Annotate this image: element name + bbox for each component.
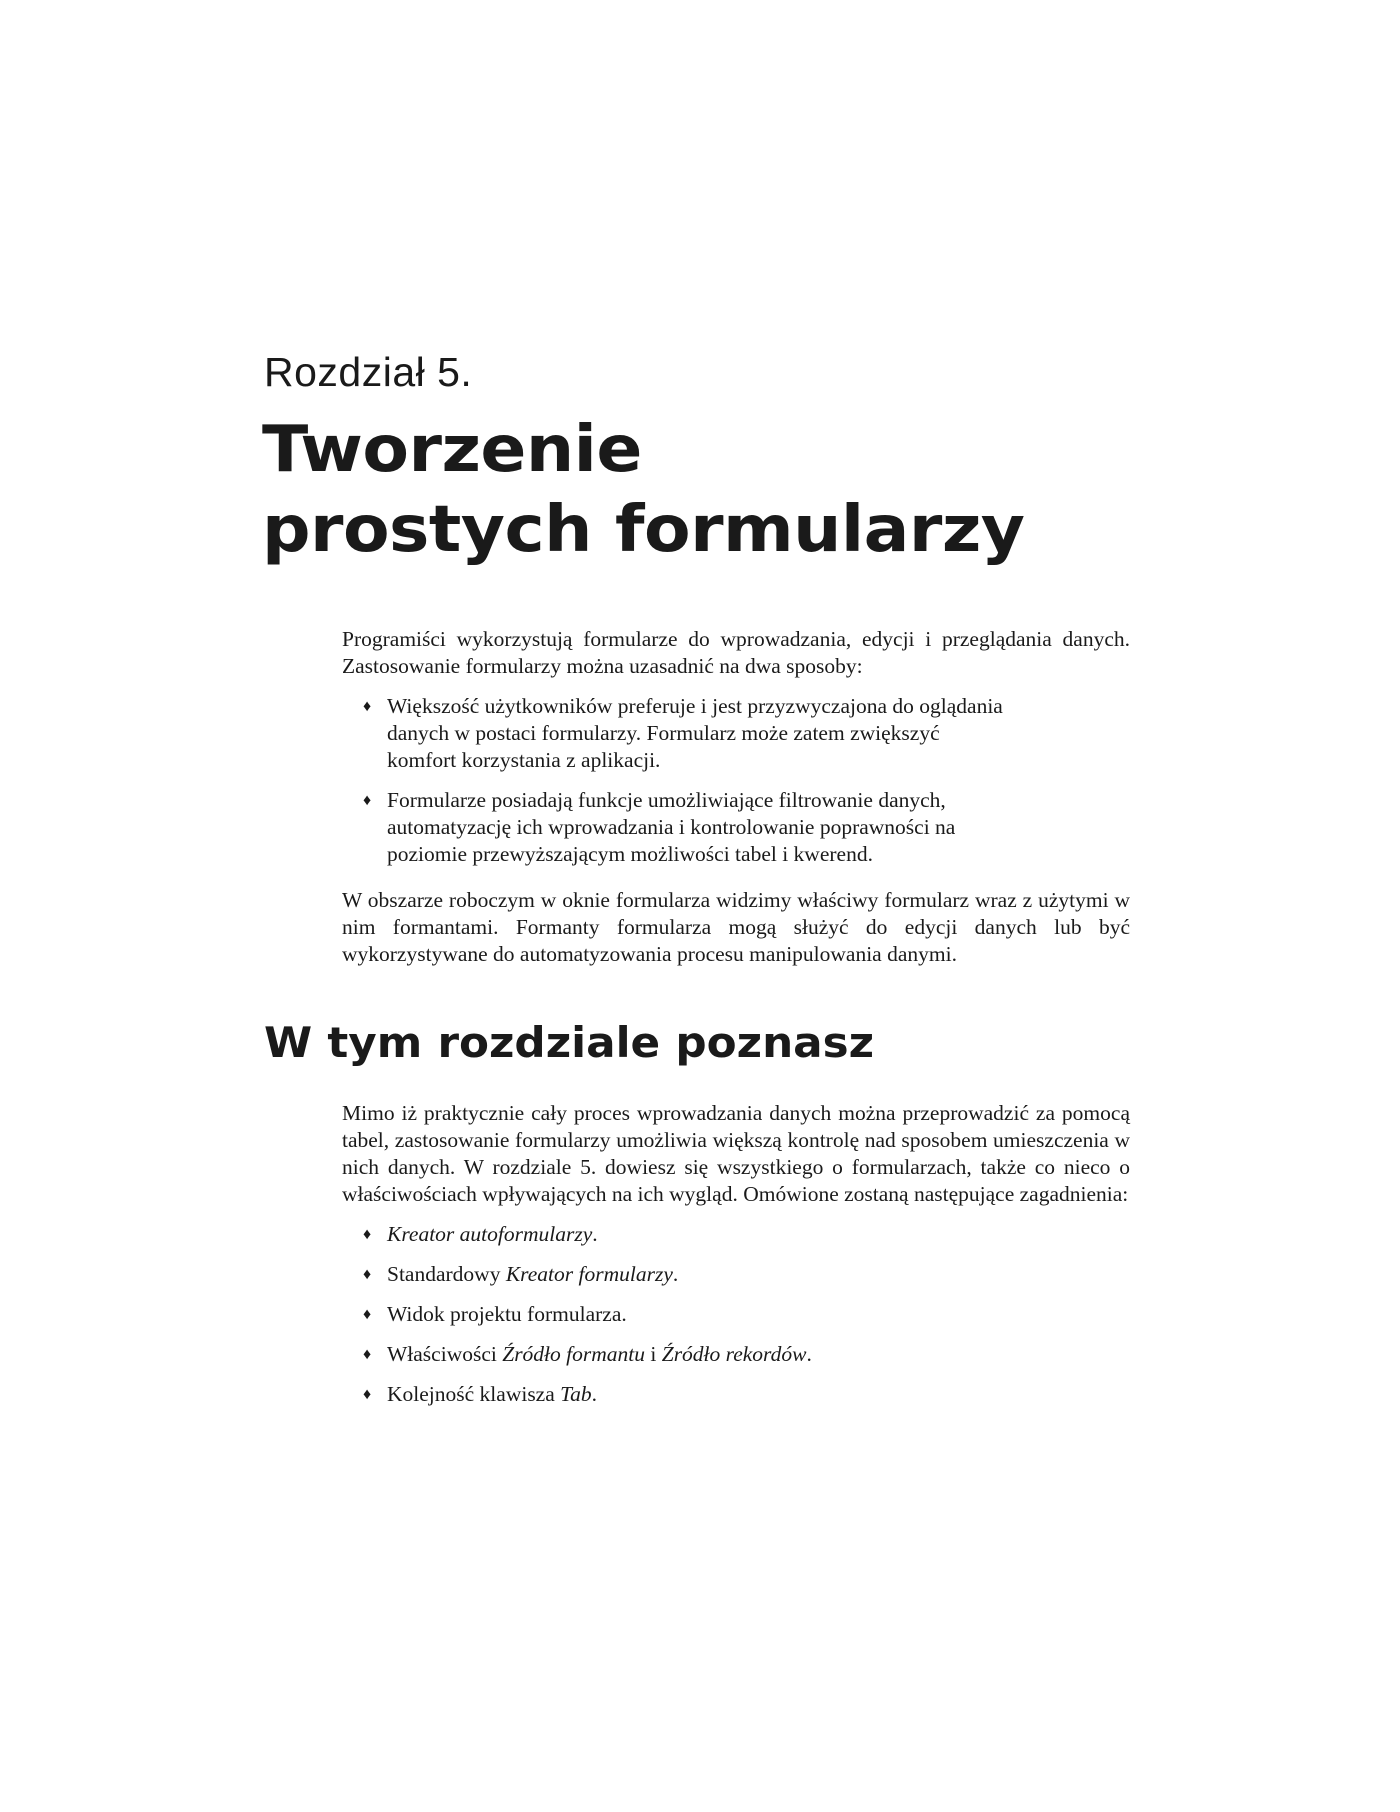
chapter-title [262,410,1024,570]
list-item-text: Formularze posiadają funkcje umożliwiające filtrowanie danych, automatyzację ich wprowadzania i kontrolowanie poprawności na poziomie przewyższającym możliwości tabel i kwerend. [387,788,956,866]
list-item-italic: Kreator formularzy [505,1262,673,1286]
diamond-bullet-icon: ♦ [363,1346,372,1363]
topics-list [342,1221,1130,1408]
section-heading: W tym rozdziale poznasz [264,1018,875,1067]
list-item-text-middle: i [645,1342,662,1366]
list-item-italic-2: Źródło rekordów [661,1342,807,1366]
list-item-italic: Kreator autoformularzy [387,1222,593,1246]
list-item-italic: Tab [560,1382,592,1406]
intro-paragraph: Programiści wykorzystują formularze do wprowadzania, edycji i przeglądania danych. Zastosowanie formularzy można uzasadnić na dwa sposoby: [342,627,1130,678]
diamond-bullet-icon: ♦ [363,698,372,715]
diamond-bullet-icon: ♦ [363,1386,372,1403]
list-item [342,1221,1130,1248]
chapter-label: Rozdział 5. [264,349,473,395]
list-item-suffix: . [592,1222,598,1246]
list-item [342,1261,1130,1288]
diamond-bullet-icon: ♦ [363,792,372,809]
list-item-text: Standardowy [387,1262,506,1286]
list-item-text: Widok projektu formularza. [387,1302,627,1326]
list-item [342,1301,1130,1328]
intro-bullet-list [342,693,1130,868]
list-item-text: Większość użytkowników preferuje i jest przyzwyczajona do oglądania danych w postaci formularzy. Formularz może zatem zwiększyć komfort korzystania z aplikacji. [387,694,1003,772]
chapter-title-line-2: prostych formularzy [262,493,1025,567]
list-item-italic: Źródło formantu [502,1342,645,1366]
diamond-bullet-icon: ♦ [363,1266,372,1283]
chapter-title-line-1: Tworzenie [262,413,642,487]
list-item-text: Kolejność klawisza [387,1382,561,1406]
intro-paragraph-2: W obszarze roboczym w oknie formularza widzimy właściwy formularz wraz z użytymi w nim formantami. Formanty formularza mogą służyć do edycji danych lub być wykorzystywane do automatyzowania procesu manipulowania danymi. [342,888,1130,966]
list-item-suffix: . [672,1262,679,1286]
list-item [342,787,1007,868]
list-item [342,693,1007,774]
list-item-suffix: . [591,1382,598,1406]
intro-block [342,626,1130,968]
diamond-bullet-icon: ♦ [363,1306,372,1323]
diamond-bullet-icon: ♦ [363,1226,372,1243]
section-paragraph: Mimo iż praktycznie cały proces wprowadzania danych można przeprowadzić za pomocą tabel, zastosowanie formularzy umożliwia większą kontrolę nad sposobem umieszczenia w nich danych. W rozdziale 5. dowiesz się wszystkiego o formularzach, także co nieco o właściwościach wpływających na ich wygląd. Omówione zostaną następujące zagadnienia: [342,1101,1130,1206]
list-item-suffix: . [806,1342,812,1366]
section-block [342,1100,1130,1408]
list-item [342,1381,1130,1408]
list-item-text: Właściwości [387,1342,503,1366]
list-item [342,1341,1130,1368]
